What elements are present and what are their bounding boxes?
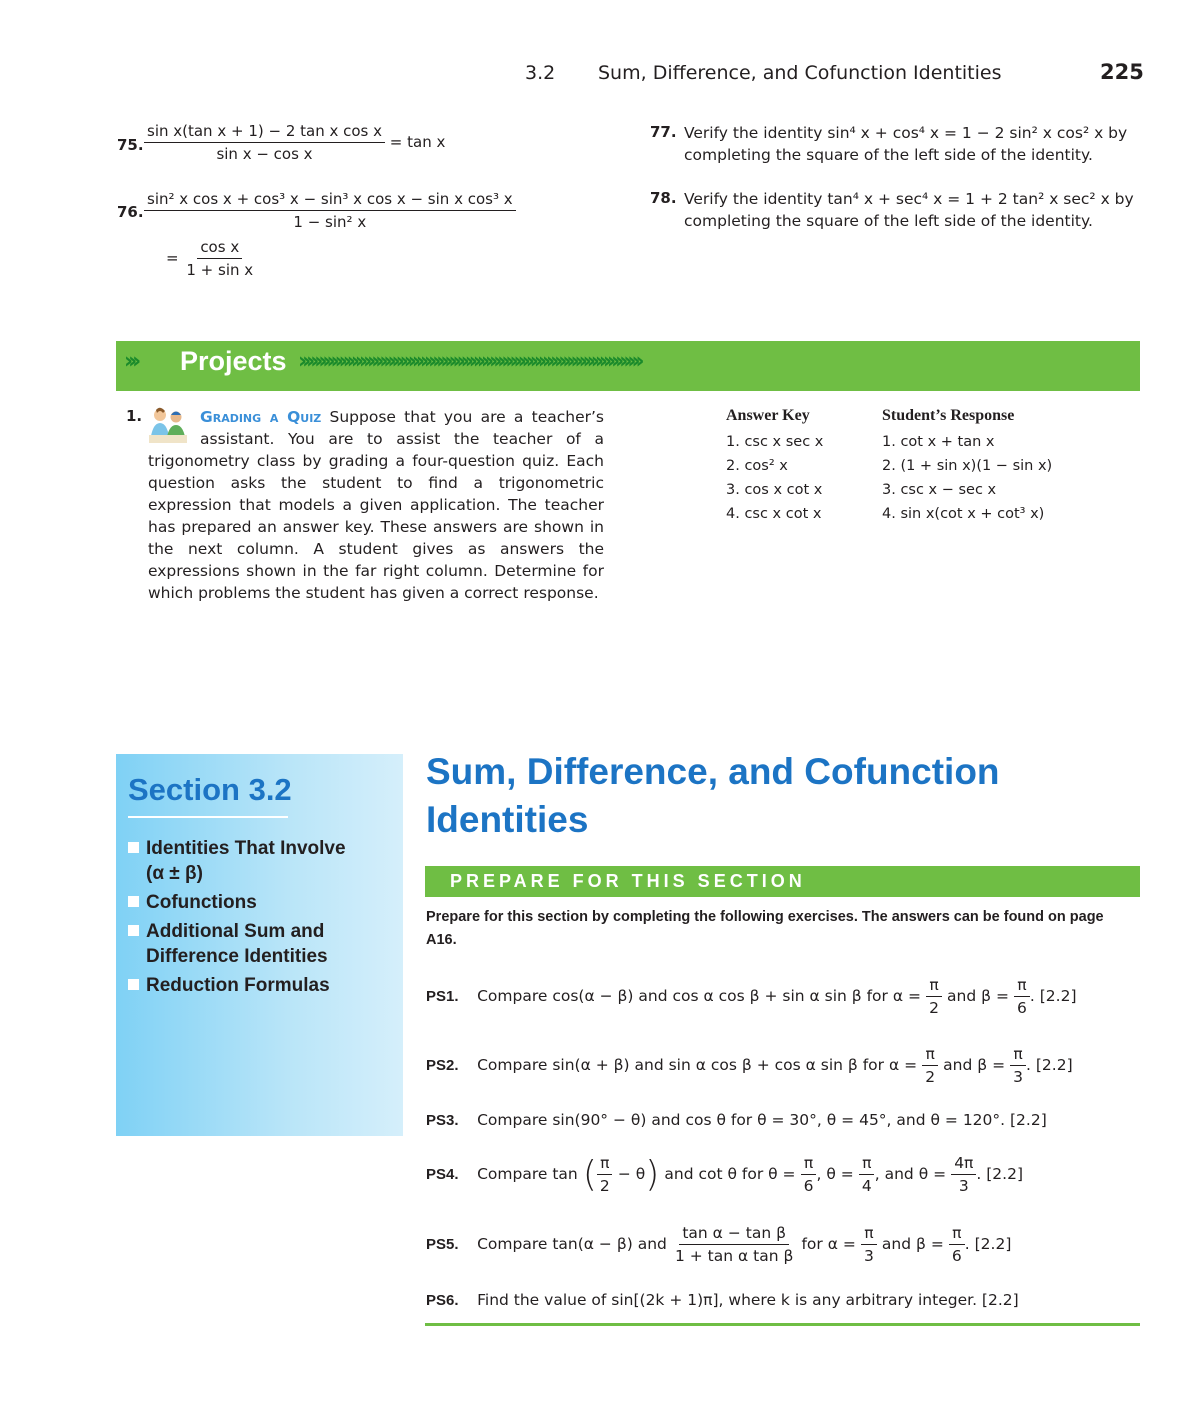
section-topic-item <box>128 973 398 998</box>
project-1-heading: Grading a Quiz <box>200 408 322 426</box>
ps2-label: PS2. <box>426 1057 459 1074</box>
problem-76-numerator: sin² x cos x + cos³ x − sin³ x cos x − sin x cos³ x <box>144 190 516 211</box>
main-title-line2: Identities <box>426 799 589 840</box>
ps4-frac2-den: 4 <box>861 1177 872 1195</box>
ps1-label: PS1. <box>426 988 459 1005</box>
project-1-body: Suppose that you are a teacher’s assistant. You are to assist the teacher of a trigonometry class by grading a four-question quiz. Each question asks the student to find a trigonometric expression that models a given application. The teacher has prepared an answer key. These answers are shown in the next column. A student gives as answers the expressions shown in the far right column. Determine for which problems the student has given a correct response. <box>148 408 604 602</box>
bullet-icon <box>128 979 139 990</box>
section-topic-item <box>128 836 398 861</box>
ps5-frac1-den: 3 <box>863 1247 874 1265</box>
problem-75-expression <box>144 122 445 163</box>
ps5-frac-den: 1 + tan α tan β <box>674 1247 794 1265</box>
bullet-icon <box>128 842 139 853</box>
ps2-frac1-num: π <box>922 1045 937 1066</box>
ps5-frac-num: tan α − tan β <box>679 1224 789 1245</box>
ps6-label: PS6. <box>426 1292 459 1309</box>
ps1-frac1-num: π <box>926 976 941 997</box>
ps5-frac2-num: π <box>949 1224 964 1245</box>
answer-key-item: 3. cos x cot x <box>726 482 823 498</box>
ps4-frac3-den: 3 <box>958 1177 969 1195</box>
ps4-text-a: Compare tan <box>477 1165 578 1183</box>
ps4-text-e: . [2.2] <box>976 1165 1023 1183</box>
answer-key-list <box>726 430 823 526</box>
ps4-frac2-num: π <box>859 1154 874 1175</box>
problem-78-number: 78. <box>650 189 677 207</box>
problem-76-denominator: 1 − sin² x <box>293 213 367 231</box>
projects-chevrons-right: ›››››››››››››››››››››››››››››››››››››››››››››››››››››››››››››››››››››››››››››››››››› <box>298 349 640 374</box>
ps1-frac2-num: π <box>1014 976 1029 997</box>
ps2-text-b: and β = <box>943 1056 1006 1074</box>
ps2-text-a: Compare sin(α + β) and sin α cos β + cos α sin β for α = <box>477 1056 918 1074</box>
student-response-list <box>882 430 1052 526</box>
problem-76-equals: = <box>166 249 179 267</box>
ps1-frac1-den: 2 <box>929 999 939 1017</box>
ps1-row <box>426 976 1077 1017</box>
ps4-frac3-num: 4π <box>951 1154 976 1175</box>
student-response-item: 3. csc x − sec x <box>882 482 997 498</box>
project-1-number: 1. <box>126 407 143 425</box>
left-paren-icon: ( <box>582 1154 597 1195</box>
ps3-row <box>426 1110 1047 1129</box>
student-response-item: 2. (1 + sin x)(1 − sin x) <box>882 458 1053 474</box>
section-topic-item <box>128 919 398 944</box>
project-1-text <box>148 406 604 604</box>
section-topic-continuation: (α ± β) <box>146 863 203 884</box>
ps5-frac2-den: 6 <box>951 1247 962 1265</box>
ps1-text-b: and β = <box>947 987 1009 1005</box>
ps4-minus-theta: − θ <box>617 1165 646 1183</box>
ps4-row <box>426 1154 1023 1195</box>
problem-77-line1: Verify the identity sin⁴ x + cos⁴ x = 1 − 2 sin² x cos² x by <box>684 124 1128 142</box>
ps4-frac1-num: π <box>801 1154 816 1175</box>
problem-76-rhs <box>166 238 256 279</box>
ps4-label: PS4. <box>426 1166 459 1183</box>
projects-title: Projects <box>180 346 287 376</box>
ps4-paren-den: 2 <box>599 1177 610 1195</box>
student-response-item: 1. cot x + tan x <box>882 434 995 450</box>
ps6-row <box>426 1290 1019 1309</box>
student-response-item: 4. sin x(cot x + cot³ x) <box>882 506 1045 522</box>
ps2-row <box>426 1045 1073 1086</box>
ps3-text: Compare sin(90° − θ) and cos θ for θ = 30°, θ = 45°, and θ = 120°. [2.2] <box>477 1111 1047 1129</box>
ps5-text-b: for α = <box>801 1235 856 1253</box>
ps5-row <box>426 1224 1011 1265</box>
problem-75-rhs: = tan x <box>389 133 446 151</box>
student-response-heading: Student’s Response <box>882 407 1015 424</box>
section-topic-label: Additional Sum and <box>146 921 325 942</box>
problem-78-line1: Verify the identity tan⁴ x + sec⁴ x = 1 + 2 tan² x sec² x by <box>684 190 1134 208</box>
running-head-title: Sum, Difference, and Cofunction Identities <box>598 62 1002 84</box>
prepare-intro-text: Prepare for this section by completing the following exercises. The answers can be found on page A16. <box>426 909 1104 948</box>
section-topic-label: Cofunctions <box>146 892 257 913</box>
main-title-line1: Sum, Difference, and Cofunction <box>426 751 1000 792</box>
ps3-label: PS3. <box>426 1112 459 1129</box>
ps2-frac2-den: 3 <box>1013 1068 1024 1086</box>
main-section-title <box>426 748 1126 844</box>
ps5-text-c: and β = <box>881 1235 944 1253</box>
bullet-icon <box>128 925 139 936</box>
problem-75-denominator: sin x − cos x <box>216 145 313 163</box>
answer-key-item: 4. csc x cot x <box>726 506 822 522</box>
problem-75-number: 75. <box>117 136 144 154</box>
ps4-text-d: , and θ = <box>874 1165 947 1183</box>
bullet-icon <box>128 896 139 907</box>
projects-chevrons-left: ››› <box>124 349 137 374</box>
section-title-rule <box>128 816 288 818</box>
section-topic-item <box>128 890 398 915</box>
ps2-frac2-num: π <box>1010 1045 1025 1066</box>
ps4-text-c: , θ = <box>816 1165 854 1183</box>
problem-76-rhs-numerator: cos x <box>197 238 242 259</box>
ps2-frac1-den: 2 <box>925 1068 936 1086</box>
problem-76-number: 76. <box>117 203 144 221</box>
problem-78-text <box>684 188 1144 232</box>
ps1-frac2-den: 6 <box>1017 999 1027 1017</box>
problem-77-number: 77. <box>650 123 677 141</box>
section-topics-list <box>128 836 398 998</box>
ps4-text-b: and cot θ for θ = <box>664 1165 796 1183</box>
ps5-text-d: . [2.2] <box>964 1235 1012 1253</box>
answer-key-item: 2. cos² x <box>726 458 788 474</box>
page-number: 225 <box>1100 60 1144 84</box>
answer-key-heading: Answer Key <box>726 407 810 424</box>
problem-76-expression <box>144 190 516 231</box>
running-head-section-number: 3.2 <box>525 62 556 84</box>
answer-key-item: 1. csc x sec x <box>726 434 824 450</box>
section-bottom-rule <box>425 1323 1140 1326</box>
ps5-text-a: Compare tan(α − β) and <box>477 1235 667 1253</box>
prepare-banner-label: PREPARE FOR THIS SECTION <box>450 871 806 891</box>
ps1-text-a: Compare cos(α − β) and cos α cos β + sin α sin β for α = <box>477 987 921 1005</box>
ps4-paren-num: π <box>597 1154 612 1175</box>
problem-78-line2: completing the square of the left side of the identity. <box>684 212 1093 230</box>
section-title: Section 3.2 <box>128 772 292 807</box>
problem-77-line2: completing the square of the left side of the identity. <box>684 146 1093 164</box>
ps2-text-c: . [2.2] <box>1026 1056 1073 1074</box>
ps5-frac1-num: π <box>861 1224 876 1245</box>
ps4-frac1-den: 6 <box>803 1177 814 1195</box>
section-topic-label: Reduction Formulas <box>146 975 330 996</box>
right-paren-icon: ) <box>645 1154 660 1195</box>
problem-75-numerator: sin x(tan x + 1) − 2 tan x cos x <box>144 122 385 143</box>
ps5-label: PS5. <box>426 1236 459 1253</box>
problem-76-rhs-denominator: 1 + sin x <box>186 261 254 279</box>
ps6-text: Find the value of sin[(2k + 1)π], where k is any arbitrary integer. [2.2] <box>477 1291 1019 1309</box>
section-topic-continuation: Difference Identities <box>146 946 328 967</box>
problem-77-text <box>684 122 1144 166</box>
section-topic-label: Identities That Involve <box>146 838 346 859</box>
ps1-text-c: . [2.2] <box>1029 987 1077 1005</box>
